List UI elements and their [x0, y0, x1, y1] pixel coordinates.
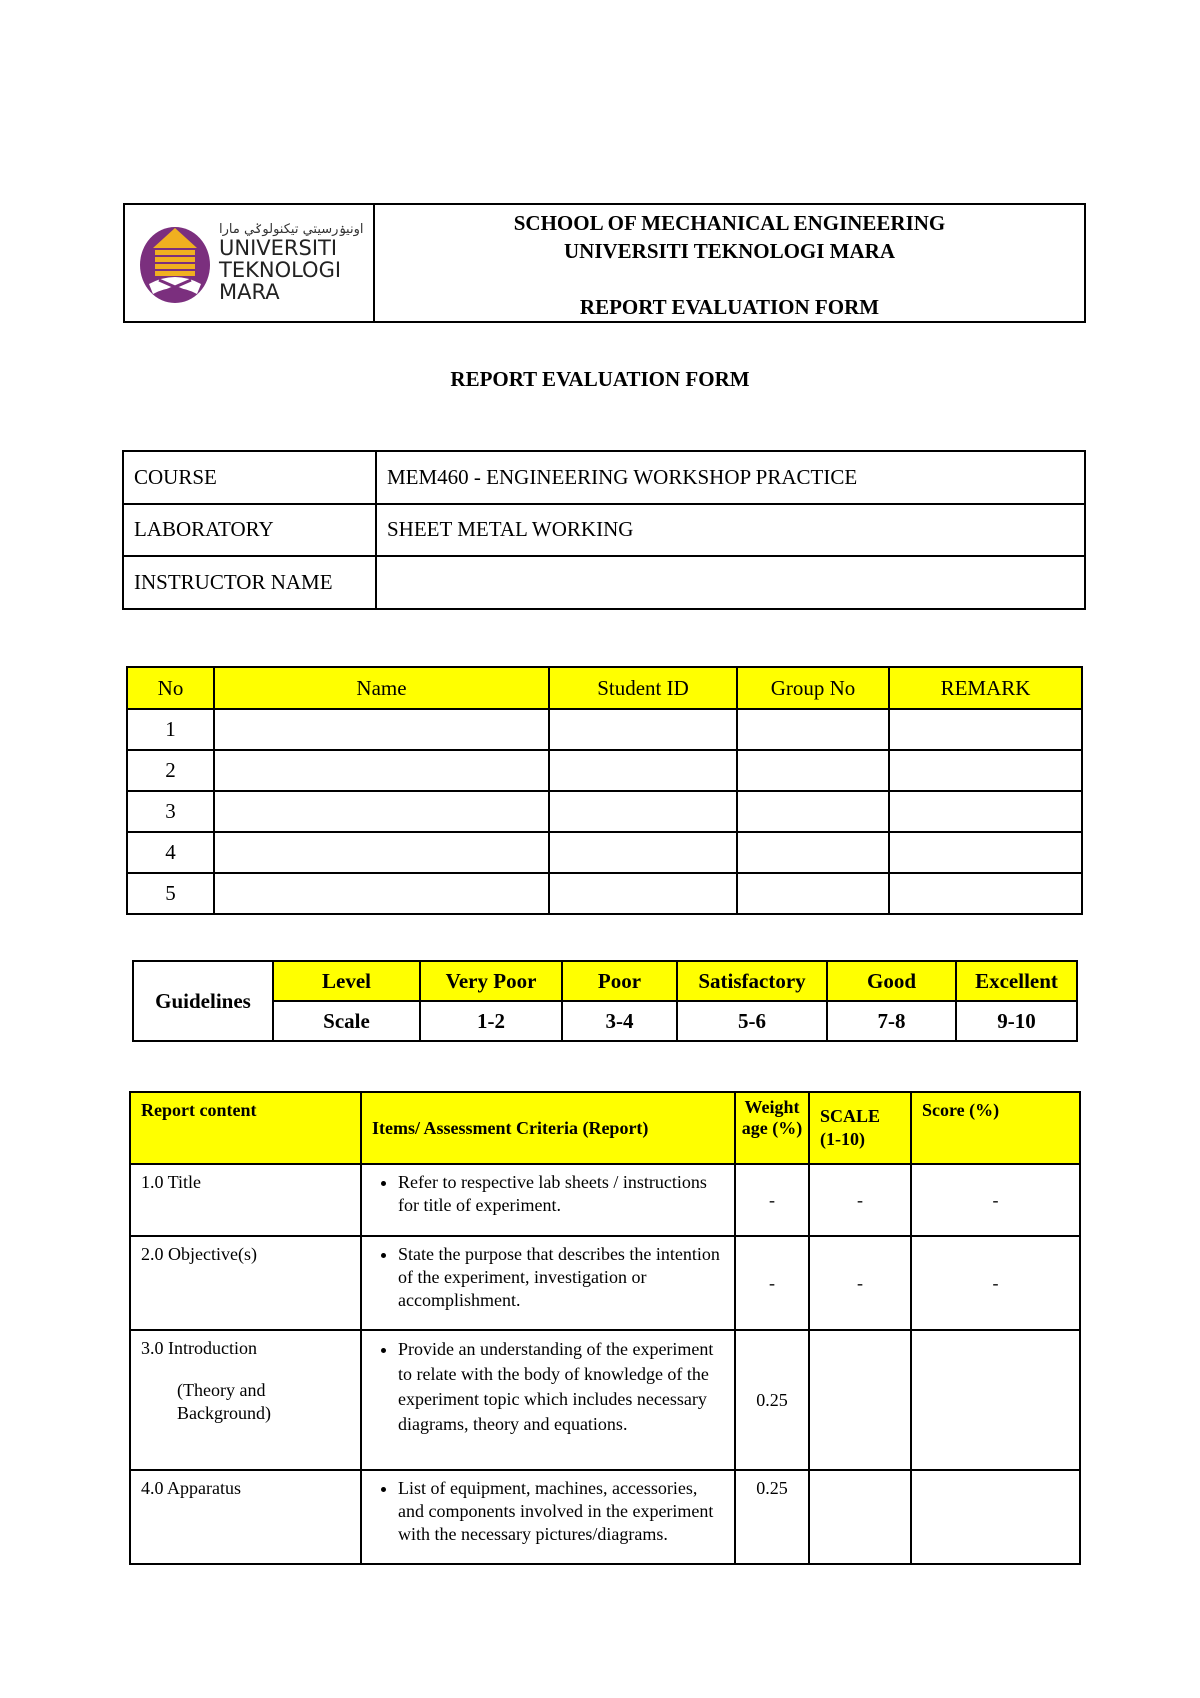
criteria-text: • State the purpose that describes the intention of the experiment, investigation or accomplishment.	[398, 1243, 724, 1312]
criteria-cell	[361, 1470, 735, 1564]
students-table	[126, 666, 1083, 915]
table-row	[130, 1330, 1080, 1470]
student-no: 5	[127, 873, 214, 914]
remark-field[interactable]	[889, 709, 1082, 750]
level-satisfactory: Satisfactory	[677, 961, 827, 1001]
instructor-row	[123, 556, 1085, 609]
col-header-scale: SCALE (1-10)	[809, 1092, 911, 1164]
header-table	[123, 203, 1086, 323]
student-name-field[interactable]	[214, 873, 549, 914]
score-value[interactable]: -	[911, 1236, 1080, 1330]
header-form-title: REPORT EVALUATION FORM	[579, 295, 880, 319]
criteria-cell	[361, 1164, 735, 1236]
course-value[interactable]: MEM460 - ENGINEERING WORKSHOP PRACTICE	[376, 451, 1085, 504]
criteria-text: • Provide an understanding of the experiment to relate with the body of knowledge of the experiment topic which includes necessary diagrams, theory and equations.	[398, 1337, 724, 1437]
table-row	[127, 873, 1082, 914]
weightage-value: -	[735, 1236, 809, 1330]
report-content-objectives: 2.0 Objective(s)	[130, 1236, 361, 1330]
col-header-report-content: Report content	[130, 1092, 361, 1164]
report-content-introduction	[130, 1330, 361, 1470]
content-subtitle: (Theory and Background)	[177, 1380, 271, 1423]
logo-line-1: UNIVERSITI	[219, 236, 338, 260]
weightage-value: 0.25	[735, 1330, 809, 1470]
weightage-value: 0.25	[735, 1470, 809, 1564]
scale-excellent: 9-10	[956, 1001, 1077, 1041]
group-no-field[interactable]	[737, 709, 889, 750]
uitm-logo	[125, 220, 373, 306]
student-id-field[interactable]	[549, 750, 737, 791]
group-no-field[interactable]	[737, 750, 889, 791]
level-poor: Poor	[562, 961, 677, 1001]
table-row	[127, 791, 1082, 832]
col-header-score: Score (%)	[911, 1092, 1080, 1164]
logo-line-2: TEKNOLOGI	[219, 258, 342, 282]
laboratory-row	[123, 504, 1085, 557]
scale-value[interactable]: -	[809, 1164, 911, 1236]
guidelines-table	[132, 960, 1078, 1042]
criteria-cell	[361, 1330, 735, 1470]
report-content-apparatus: 4.0 Apparatus	[130, 1470, 361, 1564]
level-very-poor: Very Poor	[420, 961, 562, 1001]
score-value[interactable]	[911, 1330, 1080, 1470]
remark-field[interactable]	[889, 832, 1082, 873]
col-header-remark: REMARK	[889, 667, 1082, 709]
level-label: Level	[273, 961, 420, 1001]
table-row	[127, 709, 1082, 750]
col-header-criteria: Items/ Assessment Criteria (Report)	[361, 1092, 735, 1164]
content-title: 3.0 Introduction	[141, 1338, 257, 1358]
criteria-text: • Refer to respective lab sheets / instructions for title of experiment.	[398, 1171, 724, 1217]
level-excellent: Excellent	[956, 961, 1077, 1001]
score-value[interactable]: -	[911, 1164, 1080, 1236]
instructor-name-field[interactable]	[376, 556, 1085, 609]
student-no: 1	[127, 709, 214, 750]
table-row	[127, 750, 1082, 791]
student-name-field[interactable]	[214, 791, 549, 832]
weightage-value: -	[735, 1164, 809, 1236]
course-info-table	[122, 450, 1086, 610]
scale-value[interactable]: -	[809, 1236, 911, 1330]
group-no-field[interactable]	[737, 791, 889, 832]
col-header-student-id: Student ID	[549, 667, 737, 709]
group-no-field[interactable]	[737, 873, 889, 914]
logo-jawi-text: اونيۏرسيتي تيكنولوݢي مارا	[219, 222, 364, 237]
scale-good: 7-8	[827, 1001, 956, 1041]
table-row	[130, 1470, 1080, 1564]
student-name-field[interactable]	[214, 750, 549, 791]
criteria-text: • List of equipment, machines, accessories, and components involved in the experiment with the necessary pictures/diagrams.	[398, 1477, 724, 1546]
score-value[interactable]	[911, 1470, 1080, 1564]
student-id-field[interactable]	[549, 791, 737, 832]
guidelines-label: Guidelines	[133, 961, 273, 1041]
level-good: Good	[827, 961, 956, 1001]
course-label: COURSE	[123, 451, 376, 504]
guidelines-scale-row	[133, 1001, 1077, 1041]
scale-value[interactable]	[809, 1470, 911, 1564]
remark-field[interactable]	[889, 791, 1082, 832]
remark-field[interactable]	[889, 750, 1082, 791]
student-id-field[interactable]	[549, 709, 737, 750]
page-title: REPORT EVALUATION FORM	[450, 367, 750, 391]
student-id-field[interactable]	[549, 873, 737, 914]
scale-satisfactory: 5-6	[677, 1001, 827, 1041]
table-row	[127, 832, 1082, 873]
student-name-field[interactable]	[214, 709, 549, 750]
table-row	[130, 1236, 1080, 1330]
report-header-row	[130, 1092, 1080, 1164]
criteria-cell	[361, 1236, 735, 1330]
col-header-weightage: Weight age (%)	[735, 1092, 809, 1164]
course-row	[123, 451, 1085, 504]
student-no: 2	[127, 750, 214, 791]
col-header-group-no: Group No	[737, 667, 889, 709]
header-title-cell	[374, 204, 1085, 322]
student-no: 4	[127, 832, 214, 873]
report-criteria-table	[129, 1091, 1081, 1565]
student-name-field[interactable]	[214, 832, 549, 873]
report-content-title: 1.0 Title	[130, 1164, 361, 1236]
logo-line-3: MARA	[219, 280, 280, 304]
student-id-field[interactable]	[549, 832, 737, 873]
laboratory-label: LABORATORY	[123, 504, 376, 557]
table-row	[130, 1164, 1080, 1236]
remark-field[interactable]	[889, 873, 1082, 914]
logo-cell	[124, 204, 374, 322]
school-name: SCHOOL OF MECHANICAL ENGINEERING	[513, 211, 946, 235]
uitm-crest-icon	[137, 220, 213, 306]
university-name: UNIVERSITI TEKNOLOGI MARA	[563, 239, 895, 263]
scale-label: Scale	[273, 1001, 420, 1041]
student-no: 3	[127, 791, 214, 832]
col-header-no: No	[127, 667, 214, 709]
scale-value[interactable]	[809, 1330, 911, 1470]
students-header-row	[127, 667, 1082, 709]
scale-poor: 3-4	[562, 1001, 677, 1041]
group-no-field[interactable]	[737, 832, 889, 873]
scale-very-poor: 1-2	[420, 1001, 562, 1041]
instructor-name-label: INSTRUCTOR NAME	[123, 556, 376, 609]
guidelines-level-row	[133, 961, 1077, 1001]
col-header-name: Name	[214, 667, 549, 709]
laboratory-value[interactable]: SHEET METAL WORKING	[376, 504, 1085, 557]
